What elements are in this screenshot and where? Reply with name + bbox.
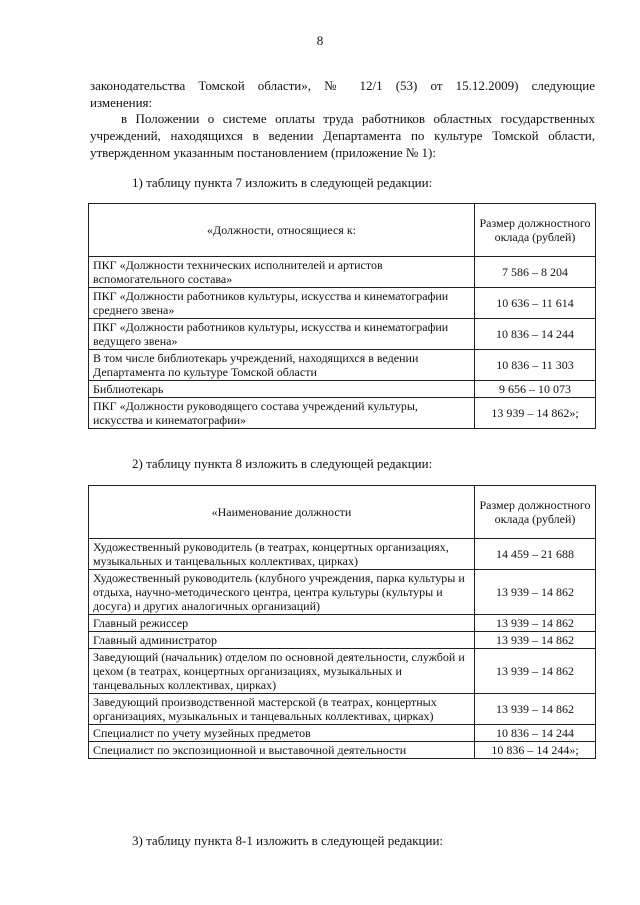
row-value: 13 939 – 14 862: [475, 570, 596, 615]
row-name: ПКГ «Должности технических исполнителей и артистов вспомогательного состава»: [89, 257, 475, 288]
table-row: [89, 570, 596, 615]
table1-body: [89, 257, 596, 429]
intro-line-2: изменения:: [90, 95, 153, 110]
table-row: [89, 350, 596, 381]
table-row: [89, 694, 596, 725]
row-name: Заведующий производственной мастерской (в театрах, концертных организациях, музыкальных и танцевальных коллективах, цирках): [89, 694, 475, 725]
amendment-paragraph: в Положении о системе оплаты труда работников областных государственных учреждений, находящихся в ведении Департамента по культуре Томской области, утвержденном указанным постановлением (приложение № 1):: [90, 111, 595, 160]
row-name: Библиотекарь: [89, 381, 475, 398]
row-value: 13 939 – 14 862: [475, 615, 596, 632]
row-value: 14 459 – 21 688: [475, 539, 596, 570]
table-row: [89, 398, 596, 429]
row-value: 13 939 – 14 862: [475, 694, 596, 725]
table2-header-name: «Наименование должности: [89, 486, 475, 539]
table-row: [89, 288, 596, 319]
row-name: ПКГ «Должности руководящего состава учреждений культуры, искусства и кинематографии»: [89, 398, 475, 429]
item-3-heading: 3) таблицу пункта 8-1 изложить в следующей редакции:: [132, 833, 444, 848]
table1-header-name: «Должности, относящиеся к:: [89, 204, 475, 257]
intro-line-1: законодательства Томской области», № 12/1 (53) от 15.12.2009) следующие: [90, 78, 595, 93]
table2-header-value: Размер должностного оклада (рублей): [475, 486, 596, 539]
row-value: 13 939 – 14 862: [475, 632, 596, 649]
row-value: 10 836 – 14 244: [475, 725, 596, 742]
row-name: ПКГ «Должности работников культуры, искусства и кинематографии среднего звена»: [89, 288, 475, 319]
page-number: 8: [316, 33, 324, 48]
table-row: [89, 649, 596, 694]
table1-header-value: Размер должностного оклада (рублей): [475, 204, 596, 257]
row-name: Художественный руководитель (клубного учреждения, парка культуры и отдыха, научно-методического центра, центра культуры (культуры и досуга) и других аналогичных организаций): [89, 570, 475, 615]
row-value: 10 836 – 14 244: [475, 319, 596, 350]
row-value: 9 656 – 10 073: [475, 381, 596, 398]
table-row: [89, 381, 596, 398]
table-row: [89, 319, 596, 350]
row-name: В том числе библиотекарь учреждений, находящихся в ведении Департамента по культуре Томской области: [89, 350, 475, 381]
table2-body: [89, 539, 596, 759]
table-row: [89, 257, 596, 288]
row-value: 13 939 – 14 862»;: [475, 398, 596, 429]
item-2-heading: 2) таблицу пункта 8 изложить в следующей редакции:: [132, 456, 433, 471]
table-row: [89, 615, 596, 632]
intro-paragraph: [90, 77, 595, 111]
table-row: [89, 725, 596, 742]
row-name: Художественный руководитель (в театрах, концертных организациях, музыкальных и танцевальных коллективах, цирках): [89, 539, 475, 570]
row-value: 7 586 – 8 204: [475, 257, 596, 288]
row-name: Заведующий (начальник) отделом по основной деятельности, службой и цехом (в театрах, концертных организациях, музыкальных и танцевальных коллективах, цирках): [89, 649, 475, 694]
row-value: 10 836 – 14 244»;: [475, 742, 596, 759]
item-1-heading: 1) таблицу пункта 7 изложить в следующей редакции:: [132, 175, 433, 190]
row-value: 10 836 – 11 303: [475, 350, 596, 381]
table-point-7: [88, 203, 596, 429]
row-name: Специалист по экспозиционной и выставочной деятельности: [89, 742, 475, 759]
row-name: ПКГ «Должности работников культуры, искусства и кинематографии ведущего звена»: [89, 319, 475, 350]
table-row: [89, 742, 596, 759]
row-name: Главный режиссер: [89, 615, 475, 632]
table-point-8: [88, 485, 596, 759]
row-name: Главный администратор: [89, 632, 475, 649]
table-row: [89, 539, 596, 570]
row-name: Специалист по учету музейных предметов: [89, 725, 475, 742]
table-row: [89, 632, 596, 649]
row-value: 13 939 – 14 862: [475, 649, 596, 694]
row-value: 10 636 – 11 614: [475, 288, 596, 319]
